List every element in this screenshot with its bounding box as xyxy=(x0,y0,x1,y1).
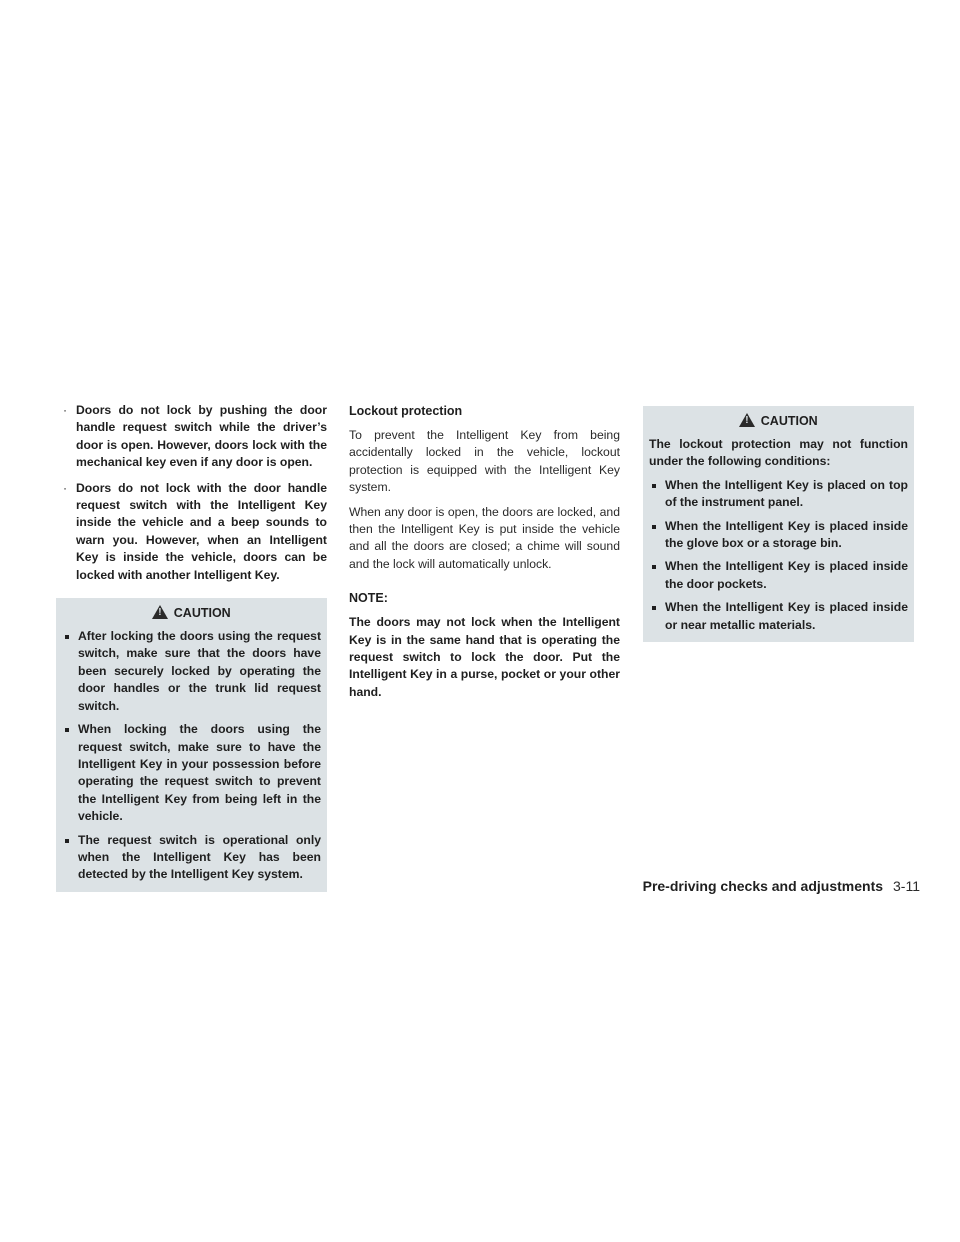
list-item: · Doors do not lock with the door handle request switch with the Intelligent Key inside the vehicle and a beep sounds to warn you. However, when an Intelligent Key is inside the vehicle, doors can be locked with another Intelligent Key. xyxy=(63,480,327,582)
square-bullet-icon xyxy=(652,606,656,610)
square-bullet-icon xyxy=(65,728,69,732)
bullet-list xyxy=(56,402,327,584)
bullet-dot: · xyxy=(63,403,68,417)
bullet-dot: · xyxy=(63,480,68,495)
square-bullet-icon xyxy=(652,484,656,488)
chapter-title: Pre-driving checks and adjustments xyxy=(642,878,884,894)
list-item: When the Intelligent Key is placed inside or near metallic materials. xyxy=(647,599,910,634)
note-text: The doors may not lock when the Intelligent Key is in the same hand that is operating the request switch to lock the door. Put the Intelligent Key in a purse, pocket or your other hand. xyxy=(349,615,620,699)
left-column xyxy=(56,402,327,892)
right-column xyxy=(643,406,914,642)
list-item: When locking the doors using the request switch, make sure to have the Intelligent Key in your possession before operating the request switch to prevent the Intelligent Key from being left in the vehicle. xyxy=(60,721,323,825)
page-number: 3-11 xyxy=(893,878,920,894)
warning-triangle-icon xyxy=(152,605,168,619)
list-item: The request switch is operational only when the Intelligent Key has been detected by the Intelligent Key system. xyxy=(60,832,323,884)
page-footer xyxy=(643,877,920,895)
list-item: · Doors do not lock by pushing the door handle request switch while the driver’s door is open. However, doors lock with the mechanical key even if any door is open. xyxy=(63,403,327,470)
paragraph: When any door is open, the doors are locked, and then the Intelligent Key is put inside the vehicle and all the doors are closed; a chime will sound and the lock will automatically unlock. xyxy=(349,504,620,571)
square-bullet-icon xyxy=(652,525,656,529)
warning-triangle-icon xyxy=(739,413,755,427)
paragraph: To prevent the Intelligent Key from being accidentally locked in the vehicle, lockout protection is equipped with the Intelligent Key system. xyxy=(349,428,620,495)
square-bullet-icon xyxy=(65,635,69,639)
note-label: NOTE: xyxy=(349,591,388,606)
section-title: Lockout protection xyxy=(349,404,463,418)
square-bullet-icon xyxy=(65,839,69,843)
caution-intro: The lockout protection may not function under the following conditions: xyxy=(649,437,908,469)
list-item: When the Intelligent Key is placed inside the glove box or a storage bin. xyxy=(647,518,910,553)
caution-list xyxy=(60,628,323,884)
caution-box xyxy=(56,598,327,892)
caution-box xyxy=(643,406,914,642)
list-item: After locking the doors using the request switch, make sure that the doors have been securely locked by operating the door handles or the trunk lid request switch. xyxy=(60,628,323,715)
caution-heading: ! CAUTION xyxy=(60,604,323,622)
middle-column xyxy=(349,402,620,701)
caution-list xyxy=(647,477,910,634)
square-bullet-icon xyxy=(652,565,656,569)
caution-heading: ! CAUTION xyxy=(647,412,910,430)
list-item: When the Intelligent Key is placed on top of the instrument panel. xyxy=(647,477,910,512)
list-item: When the Intelligent Key is placed inside the door pockets. xyxy=(647,558,910,593)
